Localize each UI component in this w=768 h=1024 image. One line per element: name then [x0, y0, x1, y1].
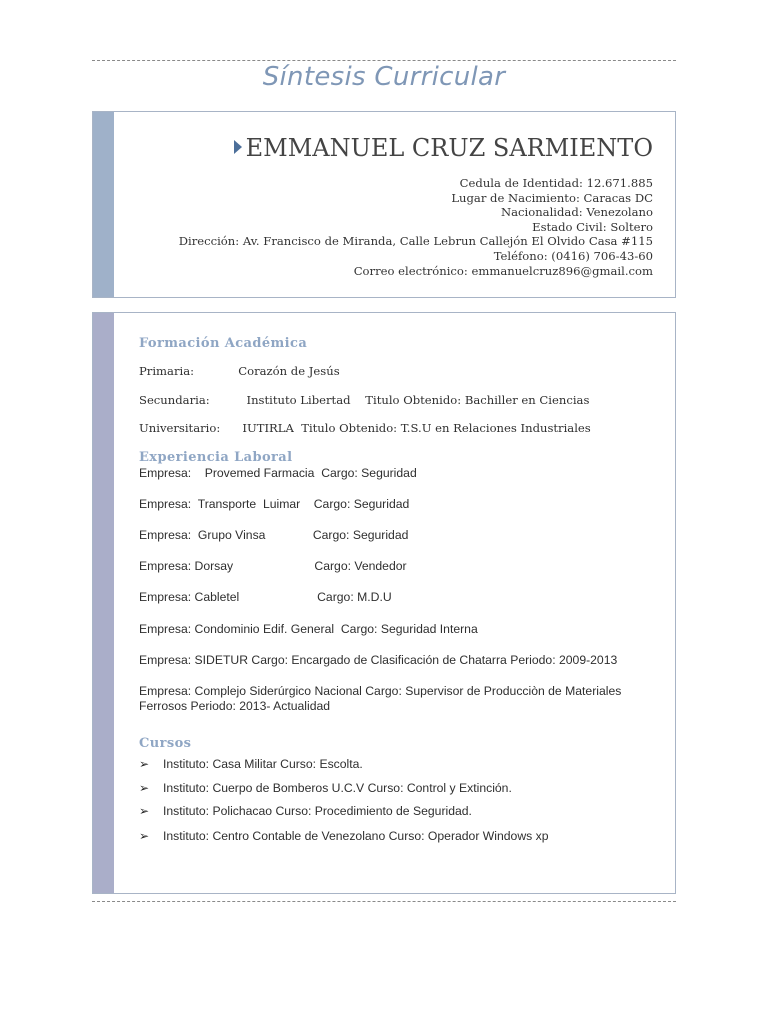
- info-correo: Correo electrónico: emmanuelcruz896@gmail.com: [353, 263, 653, 278]
- curriculum-body-box: [92, 312, 676, 894]
- experiencia-row-5: Empresa: Cabletel Cargo: M.D.U: [139, 590, 392, 604]
- candidate-name: EMMANUEL CRUZ SARMIENTO: [245, 134, 653, 162]
- curso-item-1: [139, 757, 363, 771]
- experiencia-row-2: Empresa: Transporte Luimar Cargo: Seguridad: [139, 497, 410, 511]
- info-lugar-nacimiento: Lugar de Nacimiento: Caracas DC: [451, 190, 653, 205]
- formacion-primaria: Primaria: Corazón de Jesús: [139, 364, 340, 378]
- curso-item-2: [139, 781, 512, 795]
- info-direccion: Dirección: Av. Francisco de Miranda, Calle Lebrun Callejón El Olvido Casa #115: [178, 234, 653, 249]
- info-cedula: Cedula de Identidad: 12.671.885: [459, 176, 653, 190]
- curso-item-3: [139, 804, 472, 818]
- curso-item-text: Instituto: Cuerpo de Bomberos U.C.V Curso: Control y Extinción.: [163, 781, 512, 795]
- personal-info-lines: [179, 176, 653, 278]
- curso-item-text: Instituto: Centro Contable de Venezolano Curso: Operador Windows xp: [163, 829, 549, 843]
- info-telefono: Teléfono: (0416) 706-43-60: [493, 248, 653, 263]
- info-nacionalidad: Nacionalidad: Venezolano: [500, 205, 653, 220]
- cursos-title: Cursos: [139, 736, 192, 751]
- document-title: Síntesis Curricular: [262, 62, 506, 92]
- bottom-dashed-rule: [92, 901, 676, 902]
- curso-item-text: Instituto: Casa Militar Curso: Escolta.: [163, 757, 363, 771]
- formacion-title: Formación Académica: [139, 336, 308, 351]
- body-side-bar: [93, 313, 114, 893]
- experiencia-row-4: Empresa: Dorsay Cargo: Vendedor: [139, 559, 407, 573]
- arrow-bullet-icon: ➢: [139, 829, 150, 843]
- top-dashed-rule: [92, 60, 676, 61]
- experiencia-row-3: Empresa: Grupo Vinsa Cargo: Seguridad: [139, 528, 409, 542]
- arrow-bullet-icon: ➢: [139, 781, 150, 795]
- header-side-bar: [93, 112, 114, 297]
- arrow-bullet-icon: ➢: [139, 804, 150, 818]
- experiencia-row-8: Empresa: Complejo Siderúrgico Nacional Cargo: Supervisor de Producciòn de Materiales Ferrosos Periodo: 2013- Actualidad: [139, 684, 622, 713]
- candidate-name-line: [234, 134, 653, 162]
- experiencia-row-6: Empresa: Condominio Edif. General Cargo: Seguridad Interna: [139, 622, 478, 636]
- experiencia-row-7: Empresa: SIDETUR Cargo: Encargado de Clasificación de Chatarra Periodo: 2009-2013: [139, 653, 618, 667]
- formacion-universitario: Universitario: IUTIRLA Titulo Obtenido: T.S.U en Relaciones Industriales: [139, 421, 591, 435]
- arrow-bullet-icon: ➢: [139, 757, 150, 771]
- curso-item-4: [139, 829, 549, 843]
- formacion-secundaria: Secundaria: Instituto Libertad Titulo Obtenido: Bachiller en Ciencias: [139, 393, 590, 407]
- curso-item-text: Instituto: Polichacao Curso: Procedimiento de Seguridad.: [163, 804, 472, 818]
- experiencia-row-1: Empresa: Provemed Farmacia Cargo: Seguridad: [139, 466, 417, 480]
- personal-info-box: [92, 111, 676, 298]
- info-estado-civil: Estado Civil: Soltero: [532, 219, 653, 234]
- experiencia-title: Experiencia Laboral: [139, 450, 293, 465]
- triangle-marker-icon: [234, 140, 242, 154]
